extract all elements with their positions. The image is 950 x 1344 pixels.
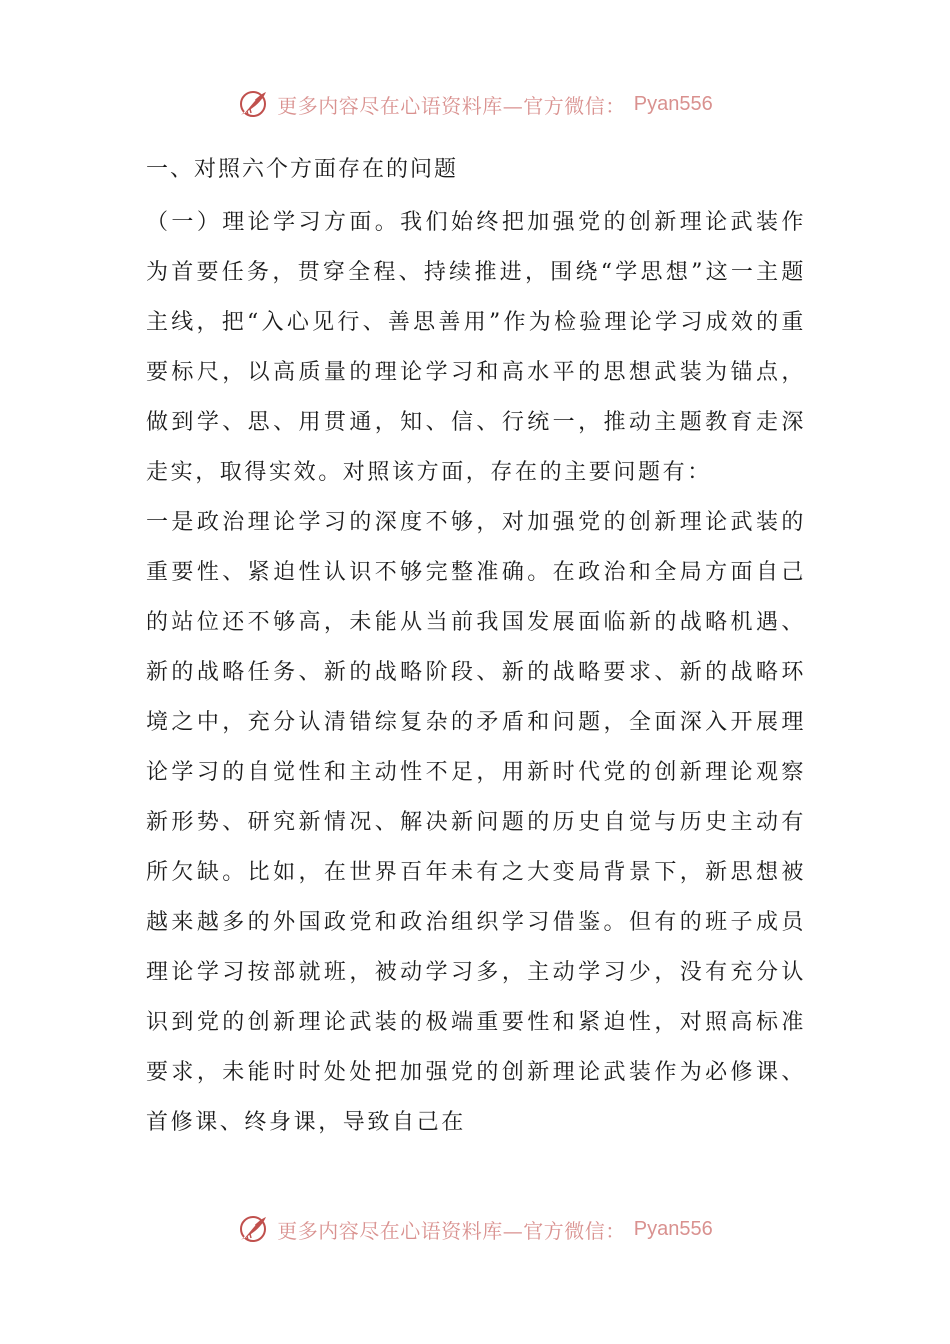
banner-wechat-id: Pyan556	[633, 92, 713, 115]
header-watermark-banner	[0, 86, 950, 122]
banner-text: 更多内容尽在心语资料库—官方微信：	[277, 93, 626, 118]
paragraph-problem-one: 一是政治理论学习的深度不够，对加强党的创新理论武装的重要性、紧迫性认识不够完整准确。在政治和全局方面自己的站位还不够高，未能从当前我国发展面临新的战略机遇、新的战略任务、新的战略阶段、新的战略要求、新的战略环境之中，充分认清错综复杂的矛盾和问题，全面深入开展理论学习的自觉性和主动性不足，用新时代党的创新理论观察新形势、研究新情况、解决新问题的历史自觉与历史主动有所欠缺。比如，在世界百年未有之大变局背景下，新思想被越来越多的外国政党和政治组织学习借鉴。但有的班子成员理论学习按部就班，被动学习多，主动学习少，没有充分认识到党的创新理论武装的极端重要性和紧迫性，对照高标准要求，未能时时处处把加强党的创新理论武装作为必修课、首修课、终身课，导致自己在	[146, 510, 806, 1135]
footer-watermark-banner	[0, 1211, 950, 1247]
paragraph-theory-study: （一）理论学习方面。我们始终把加强党的创新理论武装作为首要任务，贯穿全程、持续推进，围绕“学思想”这一主题主线，把“入心见行、善思善用”作为检验理论学习成效的重要标尺，以高质量的理论学习和高水平的思想武装为锚点，做到学、思、用贯通，知、信、行统一，推动主题教育走深走实，取得实效。对照该方面，存在的主要问题有：	[146, 210, 806, 485]
banner-wechat-id: Pyan556	[633, 1217, 713, 1240]
document-body	[146, 150, 806, 1148]
quill-pen-icon	[237, 1213, 269, 1245]
quill-pen-icon	[237, 88, 269, 120]
section-heading: 一、对照六个方面存在的问题	[146, 157, 459, 182]
banner-text: 更多内容尽在心语资料库—官方微信：	[277, 1218, 626, 1243]
